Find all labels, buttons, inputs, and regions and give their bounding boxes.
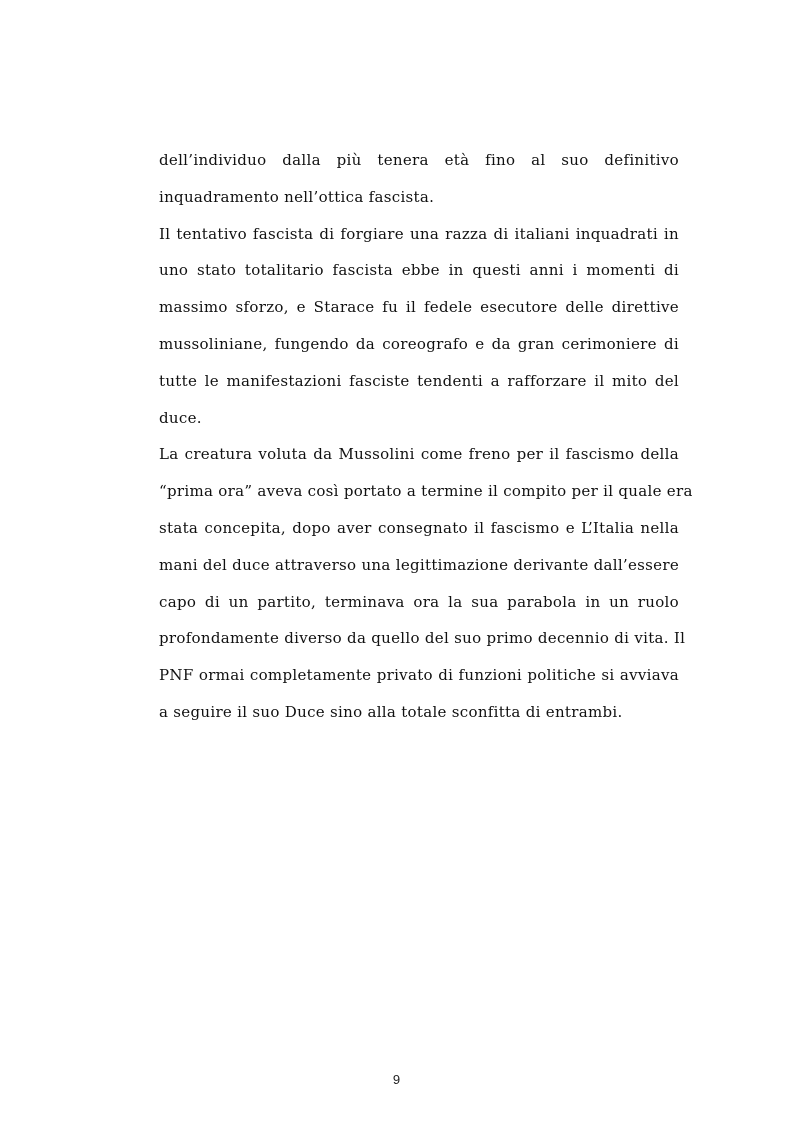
text-line: massimo sforzo, e Starace fu il fedele esecutore delle direttive [159,298,679,317]
text-line: “prima ora” aveva così portato a termine il compito per il quale era [159,482,693,501]
text-line: profondamente diverso da quello del suo primo decennio di vita. Il [159,629,686,648]
text-line: duce. [159,408,202,427]
body-text [159,142,693,731]
page-number: 9 [392,1072,401,1087]
text-line: mussoliniane, fungendo da coreografo e da gran cerimoniere di [159,334,679,353]
text-line: Il tentativo fascista di forgiare una razza di italiani inquadrati in [159,224,679,243]
text-line: uno stato totalitario fascista ebbe in questi anni i momenti di [159,261,679,280]
text-line: stata concepita, dopo aver consegnato il fascismo e L’Italia nella [159,518,679,537]
text-line: mani del duce attraverso una legittimazione derivante dall’essere [159,555,679,574]
text-line: a seguire il suo Duce sino alla totale sconfitta di entrambi. [159,702,623,721]
text-line: PNF ormai completamente privato di funzioni politiche si avviava [159,666,679,685]
text-line: dell’individuo dalla più tenera età fino al suo definitivo [159,151,679,169]
text-line: tutte le manifestazioni fasciste tendenti a rafforzare il mito del [159,371,679,390]
text-line: La creatura voluta da Mussolini come freno per il fascismo della [159,445,679,464]
text-line: capo di un partito, terminava ora la sua parabola in un ruolo [159,592,679,611]
text-line: inquadramento nell’ottica fascista. [159,187,435,206]
